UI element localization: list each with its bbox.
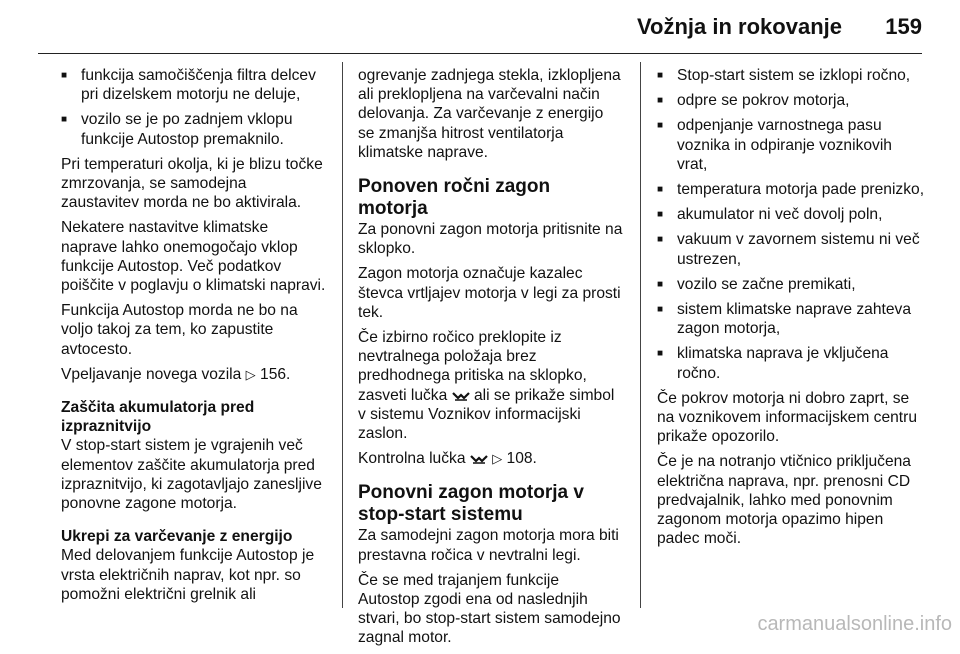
section-heading: Ukrepi za varčevanje z energijo	[61, 528, 293, 546]
list-item: ■ klimatska naprava je vključena ročno.	[657, 344, 925, 382]
paragraph: Med delovanjem funkcije Autostop je vrsta električnih naprav, kot npr. so pomožni električni grelnik ali	[61, 547, 315, 603]
paragraph: Če se med trajanjem funkcije Autostop zgodi ena od naslednjih stvari, bo stop-start sistem samodejno zagnal motor.	[358, 571, 621, 647]
autostop-lamp-icon	[452, 391, 470, 401]
list-item: ■ odpre se pokrov motorja,	[657, 91, 925, 110]
section-heading: Ponoven ročni zagon motorja	[358, 176, 551, 220]
paragraph-text: Kontrolna lučka	[358, 450, 466, 468]
paragraph: Pri temperaturi okolja, ki je blizu točke zmrzovanja, se samodejna zaustavitev morda ne bo aktivirala.	[61, 155, 323, 212]
paragraph: Za ponovni zagon motorja pritisnite na sklopko.	[358, 221, 623, 258]
paragraph: Za samodejni zagon motorja mora biti prestavna ročica v nevtralni legi.	[358, 527, 619, 564]
page-reference-link[interactable]: 108.	[506, 450, 537, 468]
paragraph: V stop-start sistem je vgrajenih več elementov zaščite akumulatorja pred izpraznitvijo, ki zagotavljajo zanesljive ponovne zagone motorja.	[61, 437, 322, 513]
column-divider	[342, 62, 343, 608]
column-2	[358, 66, 624, 654]
paragraph: Če je na notranjo vtičnico priključena električna naprava, npr. prenosni CD predvajalnik, lahko med ponovnim zagonom motorja opazimo hipen padec moči.	[657, 453, 911, 548]
autostop-lamp-icon	[470, 454, 488, 464]
paragraph: Funkcija Autostop morda ne bo na voljo takoj za tem, ko zapustite avtocesto.	[61, 302, 298, 358]
column-3	[657, 66, 925, 554]
paragraph: Če pokrov motorja ni dobro zaprt, se na voznikovem informacijskem centru prikaže opozorilo.	[657, 389, 917, 446]
list-item: ■ vozilo se je po zadnjem vklopu funkcije Autostop premaknilo.	[61, 110, 327, 148]
page-header	[0, 0, 960, 56]
watermark: carmanualsonline.info	[757, 613, 952, 635]
column-divider	[640, 62, 641, 608]
list-item: ■ vozilo se začne premikati,	[657, 275, 925, 294]
list-item: ■ odpenjanje varnostnega pasu voznika in odpiranje voznikovih vrat,	[657, 116, 925, 174]
list-item: ■ temperatura motorja pade prenizko,	[657, 180, 925, 199]
paragraph-with-reference	[358, 449, 624, 468]
section-heading: Zaščita akumulatorja pred izpraznitvijo	[61, 399, 255, 436]
header-divider	[38, 53, 922, 54]
page-number: 159	[885, 14, 922, 39]
paragraph: Nekatere nastavitve klimatske naprave lahko onemogočajo vklop funkcije Autostop. Več podatkov poiščite v poglavju o klimatski napravi.	[61, 219, 326, 295]
column-1	[61, 66, 327, 610]
list-item: ■ sistem klimatske naprave zahteva zagon motorja,	[657, 300, 925, 338]
paragraph-with-reference	[61, 365, 327, 384]
list-item: ■ Stop-start sistem se izklopi ročno,	[657, 66, 925, 85]
reference-arrow-icon: ▷	[492, 451, 503, 467]
paragraph: ogrevanje zadnjega stekla, izklopljena ali preklopljena na varčevalni način delovanja. Za varčevanje z energijo se zmanjša hitrost ventilatorja klimatske naprave.	[358, 67, 621, 161]
paragraph-text: ali se prikaže simbol v sistemu Voznikov informacijski zaslon.	[358, 386, 615, 443]
paragraph-text: Vpeljavanje novega vozila	[61, 365, 242, 383]
page-reference-link[interactable]: 156.	[260, 365, 291, 383]
list-item: ■ akumulator ni več dovolj poln,	[657, 205, 925, 224]
reference-arrow-icon: ▷	[245, 366, 256, 382]
list-item: ■ funkcija samočiščenja filtra delcev pri dizelskem motorju ne deluje,	[61, 66, 327, 104]
paragraph-text: Če izbirno ročico preklopite iz nevtralnega položaja brez predhodnega pritiska na sklopko, zasveti lučka	[358, 329, 587, 404]
section-heading: Ponovni zagon motorja v stop-start sistemu	[358, 482, 584, 526]
header-title: Vožnja in rokovanje	[637, 14, 842, 39]
paragraph: Zagon motorja označuje kazalec števca vrtljajev motorja v legi za prosti tek.	[358, 265, 621, 321]
paragraph-with-icon	[358, 328, 624, 443]
list-item: ■ vakuum v zavornem sistemu ni več ustrezen,	[657, 230, 925, 268]
